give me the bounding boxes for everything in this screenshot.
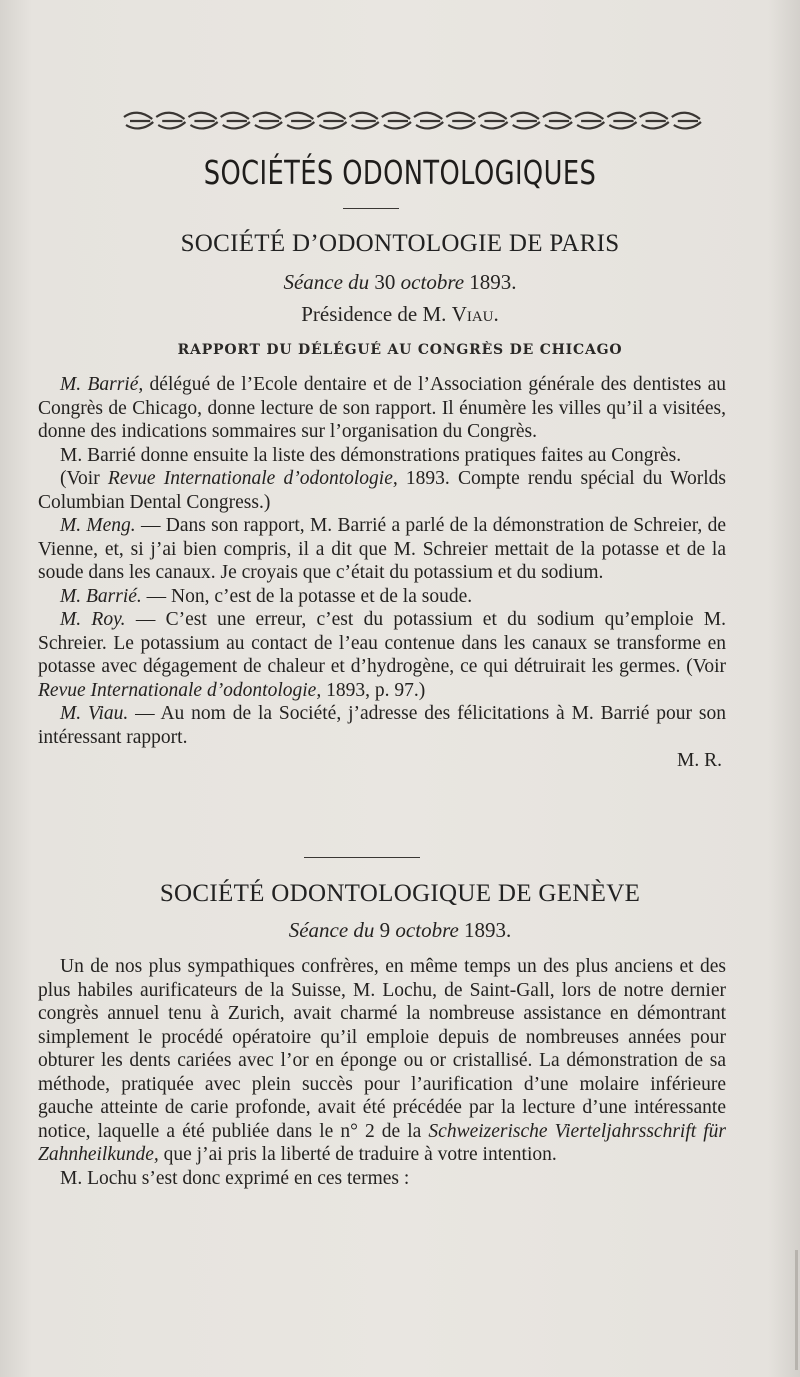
ornament-scroll xyxy=(317,113,346,129)
ornament-scroll xyxy=(285,113,314,129)
paragraph-lochu-termes: M. Lochu s’est donc exprimé en ces termes : xyxy=(60,1167,410,1189)
ornament-scroll xyxy=(511,113,540,129)
decorative-ornament-border xyxy=(122,108,702,134)
presidence-line: Présidence de M. Viau. xyxy=(301,302,499,326)
ornament-scroll xyxy=(607,113,636,129)
main-title: SOCIÉTÉS ODONTOLOGIQUES xyxy=(203,153,597,192)
paragraph-lochu-intro: Un de nos plus sympathiques confrères, en même temps un des plus anciens et des plus habiles aurificateurs de la Suisse, M. Lochu, de Saint-Gall, lors de notre dernier congrès annuel tenu à Zurich, avait charmé la nombreuse assistance en démontrant simplement le procédé opératoire qu’il emploie depuis de nombreuses années pour obturer les dents cariées avec l’or en éponge ou or cristallisé. La démonstration de sa méthode, pratiquée avec plein succès pour l’aurification d’une molaire inférieure gauche atteinte de carie profonde, avait été précédée par la lecture d’une intéressante notice, laquelle a été publiée dans le n° 2 de la Schweizerische Vierteljahrsschrift für Zahnheilkunde, que j’ai pris la liberté de traduire à votre intention. xyxy=(38,956,727,1165)
ornament-scroll xyxy=(221,113,250,129)
seance-date-paris: Séance du 30 octobre 1893. xyxy=(283,270,517,294)
title-divider xyxy=(343,208,399,209)
page-edge-shadow xyxy=(795,1250,798,1370)
paragraph-barrie-report: M. Barrié, délégué de l’Ecole dentaire et de l’Association générale des dentistes au Congrès de Chicago, donne lecture de son rapport. Il énumère les villes qu’il a visitées, donne des indications sommaires sur l’organisation du Congrès. xyxy=(38,374,727,442)
ornament-scroll xyxy=(350,113,379,129)
paragraph-barrie-list: M. Barrié donne ensuite la liste des démonstrations pratiques faites au Congrès. xyxy=(60,444,682,466)
ornament-scroll xyxy=(640,113,669,129)
paragraph-voir-revue: (Voir Revue Internationale d’odontologie, 1893. Compte rendu spécial du Worlds Columbian Dental Congress.) xyxy=(38,468,726,513)
paragraph-barrie-reply: M. Barrié. — Non, c’est de la potasse et de la soude. xyxy=(60,585,473,607)
paragraph-viau: M. Viau. — Au nom de la Société, j’adresse des félicitations à M. Barrié pour son intéressant rapport. xyxy=(38,703,726,748)
section-title-geneve: SOCIÉTÉ ODONTOLOGIQUE DE GENÈVE xyxy=(159,880,641,907)
ornament-scroll xyxy=(575,113,604,129)
section-geneve-body xyxy=(38,955,726,1190)
paragraph-roy: M. Roy. — C’est une erreur, c’est du potassium et du sodium qu’emploie M. Schreier. Le potassium au contact de l’eau contenue dans les canaux se transforme en potasse avec dégagement de chaleur et d’hydrogène, ce qui détruirait les germes. (Voir Revue Internationale d’odontologie, 1893, p. 97.) xyxy=(38,609,727,701)
signature: M. R. xyxy=(677,750,722,771)
ornament-scroll xyxy=(382,113,411,129)
ornament-scroll xyxy=(414,113,443,129)
section-paris-body xyxy=(38,373,726,773)
ornament-scroll xyxy=(188,113,217,129)
ornament-scroll xyxy=(253,113,282,129)
ornament-scroll xyxy=(124,113,153,129)
section-divider xyxy=(304,857,420,858)
ornament-scroll xyxy=(446,113,475,129)
seance-date-geneve: Séance du 9 octobre 1893. xyxy=(288,918,512,942)
section-title-paris: SOCIÉTÉ D’ODONTOLOGIE DE PARIS xyxy=(180,230,620,257)
ornament-scroll xyxy=(672,113,701,129)
paragraph-meng: M. Meng. — Dans son rapport, M. Barrié a parlé de la démonstration de Schreier, de Vienne, et, si j’ai bien compris, il a dit que M. Schreier mettait de la potasse et de la soude dans les canaux. Je croyais que c’était du potassium et du sodium. xyxy=(38,515,726,583)
ornament-scroll xyxy=(478,113,507,129)
ornament-scroll xyxy=(156,113,185,129)
ornament-scroll xyxy=(543,113,572,129)
rapport-title: RAPPORT DU DÉLÉGUÉ AU CONGRÈS DE CHICAGO xyxy=(177,342,623,358)
